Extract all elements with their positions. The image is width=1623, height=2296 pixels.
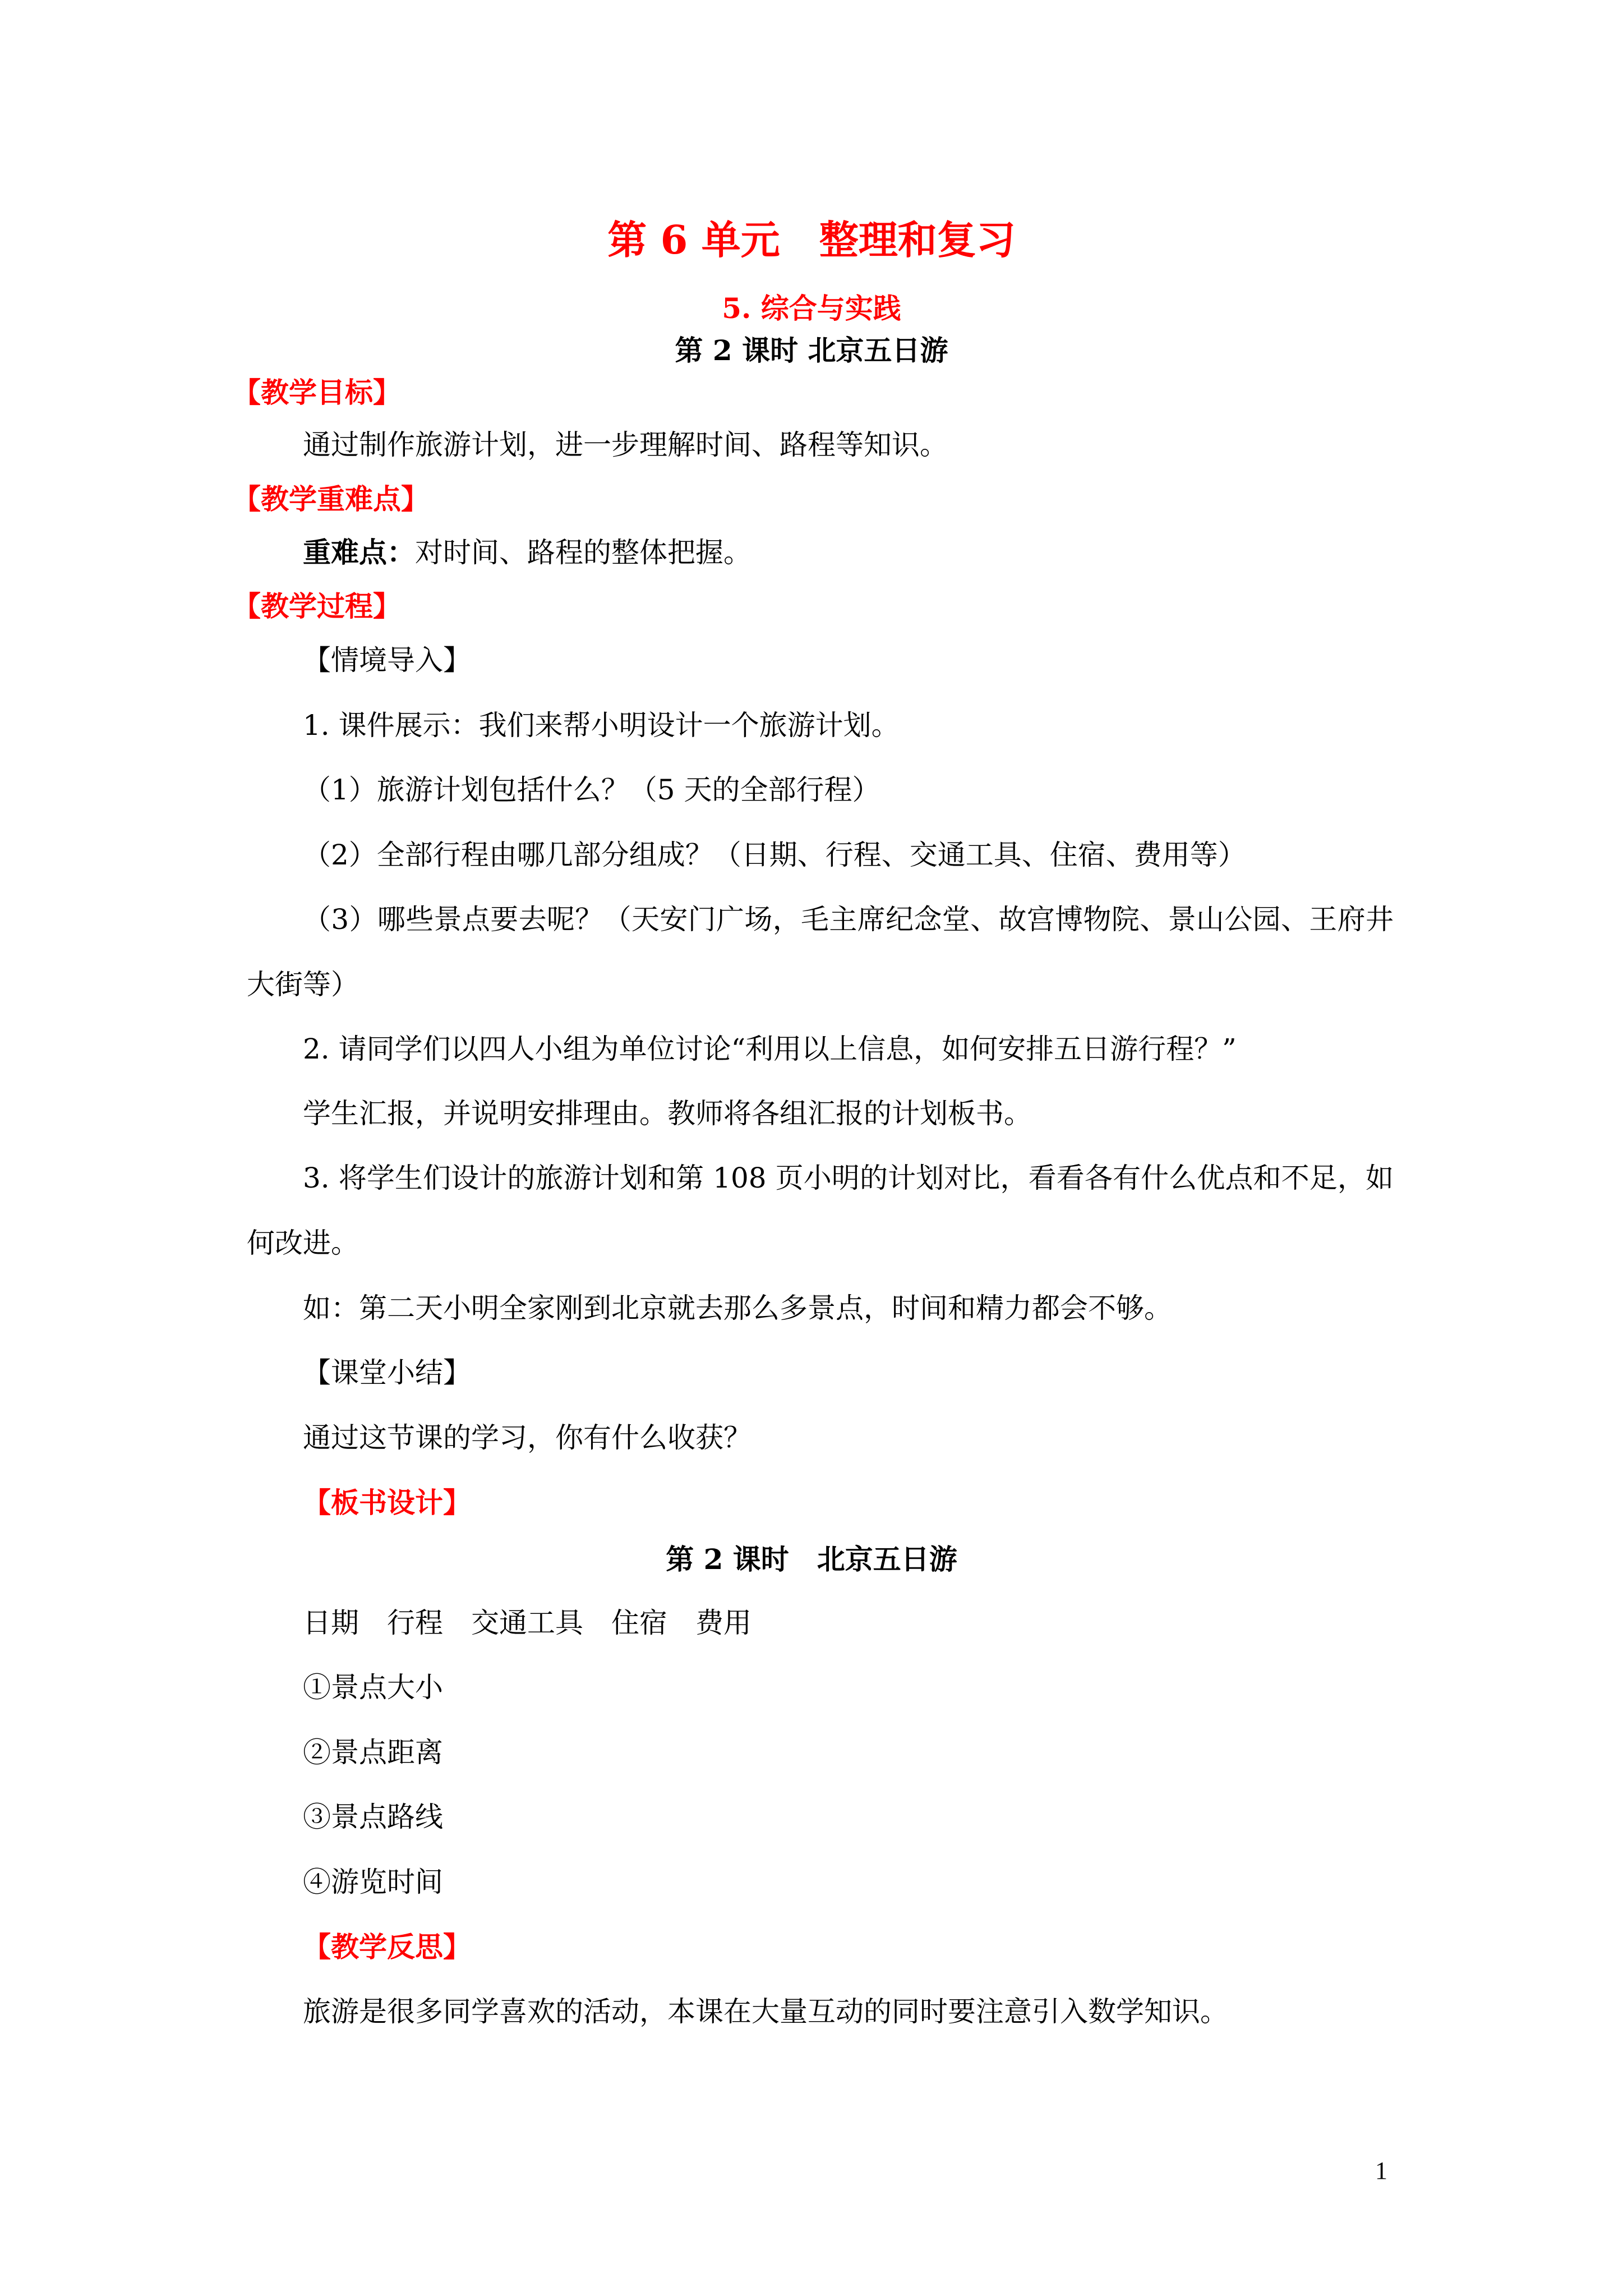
board-item: ②景点距离 — [303, 1736, 443, 1769]
reflection-heading: 【教学反思】 — [303, 1930, 471, 1963]
report-text: 学生汇报，并说明安排理由。教师将各组汇报的计划板书。 — [303, 1097, 1032, 1130]
board-columns: 日期 行程 交通工具 住宿 费用 — [303, 1607, 751, 1639]
board-heading: 【板书设计】 — [303, 1486, 471, 1519]
page-number: 1 — [1375, 2157, 1387, 2184]
board-title: 第 2 课时 北京五日游 — [666, 1543, 957, 1576]
board-item: ④游览时间 — [303, 1866, 443, 1898]
process-heading: 【教学过程】 — [233, 590, 401, 623]
step-1-text: 1. 课件展示：我们来帮小明设计一个旅游计划。 — [303, 709, 900, 742]
intro-heading: 【情境导入】 — [303, 644, 471, 677]
summary-heading: 【课堂小结】 — [303, 1356, 471, 1389]
step-3-text: 3. 将学生们设计的旅游计划和第 108 页小明的计划对比，看看各有什么优点和不足，如何改进。 — [247, 1162, 1394, 1259]
question-2-text: （2）全部行程由哪几部分组成？（日期、行程、交通工具、住宿、费用等） — [303, 839, 1246, 871]
example-text: 如：第二天小明全家刚到北京就去那么多景点，时间和精力都会不够。 — [303, 1292, 1172, 1324]
objectives-text: 通过制作旅游计划，进一步理解时间、路程等知识。 — [303, 429, 948, 461]
key-points-label: 重难点： — [303, 536, 415, 569]
lesson-title: 第 2 课时 北京五日游 — [675, 334, 948, 367]
summary-text: 通过这节课的学习，你有什么收获？ — [303, 1421, 751, 1454]
board-item: ①景点大小 — [303, 1671, 443, 1704]
key-points-heading: 【教学重难点】 — [233, 482, 429, 516]
question-3-text: （3）哪些景点要去呢？（天安门广场，毛主席纪念堂、故宫博物院、景山公园、王府井大街等） — [247, 903, 1394, 1001]
unit-title: 第 6 单元 整理和复习 — [607, 217, 1016, 263]
key-points-text: 对时间、路程的整体把握。 — [415, 536, 751, 569]
step-2-text: 2. 请同学们以四人小组为单位讨论“利用以上信息，如何安排五日游行程？” — [303, 1033, 1237, 1065]
key-points-line — [303, 533, 751, 572]
board-item: ③景点路线 — [303, 1801, 443, 1833]
objectives-heading: 【教学目标】 — [233, 376, 401, 409]
section-subtitle: 5. 综合与实践 — [722, 292, 901, 325]
reflection-text: 旅游是很多同学喜欢的活动，本课在大量互动的同时要注意引入数学知识。 — [303, 1995, 1228, 2028]
question-1-text: （1）旅游计划包括什么？（5 天的全部行程） — [303, 774, 880, 806]
